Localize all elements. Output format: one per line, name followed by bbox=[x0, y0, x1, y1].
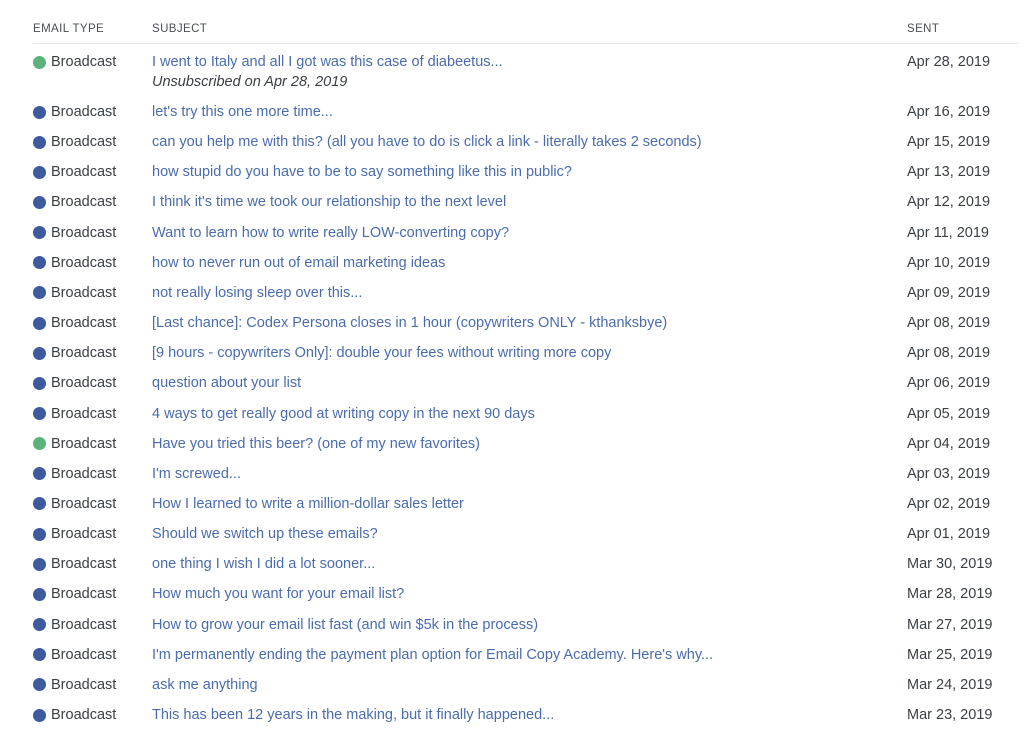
email-type-label: Broadcast bbox=[51, 54, 117, 70]
email-type-label: Broadcast bbox=[51, 375, 117, 392]
subject-link[interactable]: 4 ways to get really good at writing copy in the next 90 days bbox=[152, 405, 535, 422]
email-type-label: Broadcast bbox=[51, 676, 117, 693]
subject-cell bbox=[152, 524, 892, 544]
sent-date: Mar 24, 2019 bbox=[907, 676, 993, 693]
subject-cell bbox=[152, 404, 892, 424]
subject-link[interactable]: question about your list bbox=[152, 375, 302, 392]
email-type-label: Broadcast bbox=[51, 435, 117, 452]
status-dot-icon bbox=[33, 618, 46, 631]
sent-date: Apr 09, 2019 bbox=[907, 284, 991, 301]
sent-date: Mar 27, 2019 bbox=[907, 616, 993, 633]
status-dot-icon bbox=[33, 166, 46, 179]
subject-cell bbox=[152, 615, 892, 635]
email-type-cell bbox=[33, 464, 116, 484]
subject-link[interactable]: How to grow your email list fast (and win $5k in the process) bbox=[152, 616, 539, 633]
sent-date: Apr 03, 2019 bbox=[907, 465, 991, 482]
sent-date: Apr 10, 2019 bbox=[907, 254, 991, 271]
subject-cell bbox=[152, 464, 892, 484]
email-type-cell bbox=[33, 343, 116, 363]
email-type-label: Broadcast bbox=[51, 646, 117, 663]
status-dot-icon bbox=[33, 709, 46, 722]
status-dot-icon bbox=[33, 317, 46, 330]
status-dot-icon bbox=[33, 437, 46, 450]
subject-link[interactable]: ask me anything bbox=[152, 676, 258, 693]
sent-date: Mar 28, 2019 bbox=[907, 586, 993, 603]
sent-date: Apr 08, 2019 bbox=[907, 315, 991, 332]
email-type-label: Broadcast bbox=[51, 345, 117, 362]
status-dot-icon bbox=[33, 196, 46, 209]
email-type-cell bbox=[33, 223, 116, 243]
email-type-cell bbox=[33, 675, 116, 695]
email-type-label: Broadcast bbox=[51, 134, 117, 151]
email-type-label: Broadcast bbox=[51, 284, 117, 301]
email-type-cell bbox=[33, 494, 116, 514]
status-dot-icon bbox=[33, 377, 46, 390]
subject-link[interactable]: I think it's time we took our relationship to the next level bbox=[152, 194, 507, 211]
status-dot-icon bbox=[33, 678, 46, 691]
subject-link[interactable]: can you help me with this? (all you have to do is click a link - literally takes 2 seconds) bbox=[152, 134, 702, 151]
subject-link[interactable]: Want to learn how to write really LOW-converting copy? bbox=[152, 224, 510, 241]
status-dot-icon bbox=[33, 588, 46, 601]
email-type-cell bbox=[33, 313, 116, 333]
sent-date: Mar 25, 2019 bbox=[907, 646, 993, 663]
subject-link[interactable]: let's try this one more time... bbox=[152, 104, 333, 120]
status-dot-icon bbox=[33, 226, 46, 239]
subject-link[interactable]: How much you want for your email list? bbox=[152, 586, 405, 603]
subject-cell bbox=[152, 132, 892, 152]
email-type-cell bbox=[33, 434, 116, 454]
email-type-cell bbox=[33, 162, 116, 182]
subject-link[interactable]: not really losing sleep over this... bbox=[152, 284, 363, 301]
sent-date: Apr 15, 2019 bbox=[907, 134, 991, 151]
subject-link[interactable]: I went to Italy and all I got was this case of diabeetus... bbox=[152, 54, 503, 70]
status-dot-icon bbox=[33, 648, 46, 661]
subject-cell bbox=[152, 494, 892, 514]
email-type-label: Broadcast bbox=[51, 616, 117, 633]
email-type-cell bbox=[33, 132, 116, 152]
subject-link[interactable]: Should we switch up these emails? bbox=[152, 526, 378, 543]
subject-cell bbox=[152, 373, 892, 393]
subject-link[interactable]: How I learned to write a million-dollar sales letter bbox=[152, 495, 464, 512]
email-type-cell bbox=[33, 373, 116, 393]
email-type-label: Broadcast bbox=[51, 556, 117, 573]
sent-date: Apr 16, 2019 bbox=[907, 104, 991, 120]
status-dot-icon bbox=[33, 347, 46, 360]
subject-link[interactable]: how stupid do you have to be to say something like this in public? bbox=[152, 164, 572, 181]
status-dot-icon bbox=[33, 56, 46, 69]
email-type-label: Broadcast bbox=[51, 164, 117, 181]
subject-cell bbox=[152, 283, 892, 303]
sent-date: Apr 04, 2019 bbox=[907, 435, 991, 452]
status-dot-icon bbox=[33, 286, 46, 299]
subject-cell bbox=[152, 313, 892, 333]
subject-cell bbox=[152, 705, 892, 725]
status-dot-icon bbox=[33, 558, 46, 571]
subject-link[interactable]: how to never run out of email marketing ideas bbox=[152, 254, 446, 271]
subject-link[interactable]: I'm screwed... bbox=[152, 465, 241, 482]
email-type-cell bbox=[33, 192, 116, 212]
subject-cell bbox=[152, 675, 892, 695]
subject-link[interactable]: one thing I wish I did a lot sooner... bbox=[152, 556, 376, 573]
subject-cell bbox=[152, 192, 892, 212]
subject-cell bbox=[152, 434, 892, 454]
email-type-cell bbox=[33, 102, 116, 122]
subject-cell bbox=[152, 554, 892, 574]
subject-link[interactable]: [9 hours - copywriters Only]: double your fees without writing more copy bbox=[152, 345, 612, 362]
status-dot-icon bbox=[33, 106, 46, 119]
sent-date: Apr 12, 2019 bbox=[907, 194, 991, 211]
email-type-label: Broadcast bbox=[51, 405, 117, 422]
sent-date: Apr 01, 2019 bbox=[907, 526, 991, 543]
sent-date: Apr 05, 2019 bbox=[907, 405, 991, 422]
subject-link[interactable]: Have you tried this beer? (one of my new favorites) bbox=[152, 435, 481, 452]
table-header bbox=[33, 0, 1019, 44]
subject-cell bbox=[152, 645, 892, 665]
status-dot-icon bbox=[33, 528, 46, 541]
email-type-label: Broadcast bbox=[51, 224, 117, 241]
status-dot-icon bbox=[33, 467, 46, 480]
subject-cell bbox=[152, 102, 892, 122]
email-type-cell bbox=[33, 404, 116, 424]
status-dot-icon bbox=[33, 407, 46, 420]
email-type-label: Broadcast bbox=[51, 707, 117, 723]
email-type-label: Broadcast bbox=[51, 104, 117, 120]
column-header-email-type[interactable]: EMAIL TYPE bbox=[33, 23, 105, 35]
email-type-label: Broadcast bbox=[51, 465, 117, 482]
subject-cell bbox=[152, 52, 892, 92]
email-type-cell bbox=[33, 283, 116, 303]
subject-cell bbox=[152, 253, 892, 273]
email-type-cell bbox=[33, 52, 116, 72]
email-type-cell bbox=[33, 253, 116, 273]
status-dot-icon bbox=[33, 256, 46, 269]
sent-date: Apr 02, 2019 bbox=[907, 495, 991, 512]
sent-date: Mar 23, 2019 bbox=[907, 707, 993, 723]
subject-cell bbox=[152, 584, 892, 604]
subject-link[interactable]: [Last chance]: Codex Persona closes in 1 hour (copywriters ONLY - kthanksbye) bbox=[152, 315, 668, 332]
sent-date: Apr 06, 2019 bbox=[907, 375, 991, 392]
email-type-label: Broadcast bbox=[51, 194, 117, 211]
email-type-label: Broadcast bbox=[51, 526, 117, 543]
subject-cell bbox=[152, 162, 892, 182]
subject-cell bbox=[152, 223, 892, 243]
email-type-cell bbox=[33, 584, 116, 604]
subject-link[interactable]: This has been 12 years in the making, but it finally happened... bbox=[152, 707, 555, 723]
email-history-table bbox=[33, 0, 1019, 723]
subject-link[interactable]: I'm permanently ending the payment plan option for Email Copy Academy. Here's why... bbox=[152, 646, 714, 663]
email-type-cell bbox=[33, 524, 116, 544]
email-type-label: Broadcast bbox=[51, 586, 117, 603]
subject-cell bbox=[152, 343, 892, 363]
status-dot-icon bbox=[33, 136, 46, 149]
sent-date: Apr 13, 2019 bbox=[907, 164, 991, 181]
email-type-cell bbox=[33, 615, 116, 635]
sent-date: Mar 30, 2019 bbox=[907, 556, 993, 573]
email-type-cell bbox=[33, 554, 116, 574]
status-dot-icon bbox=[33, 497, 46, 510]
sent-date: Apr 08, 2019 bbox=[907, 345, 991, 362]
sent-date: Apr 11, 2019 bbox=[907, 224, 989, 241]
column-header-sent[interactable]: SENT bbox=[907, 23, 940, 35]
email-type-cell bbox=[33, 645, 116, 665]
unsubscribed-note: Unsubscribed on Apr 28, 2019 bbox=[152, 74, 348, 90]
email-type-label: Broadcast bbox=[51, 254, 117, 271]
email-type-label: Broadcast bbox=[51, 495, 117, 512]
email-type-cell bbox=[33, 705, 116, 725]
column-header-subject[interactable]: SUBJECT bbox=[152, 23, 208, 35]
email-type-label: Broadcast bbox=[51, 315, 117, 332]
sent-date: Apr 28, 2019 bbox=[907, 54, 991, 70]
